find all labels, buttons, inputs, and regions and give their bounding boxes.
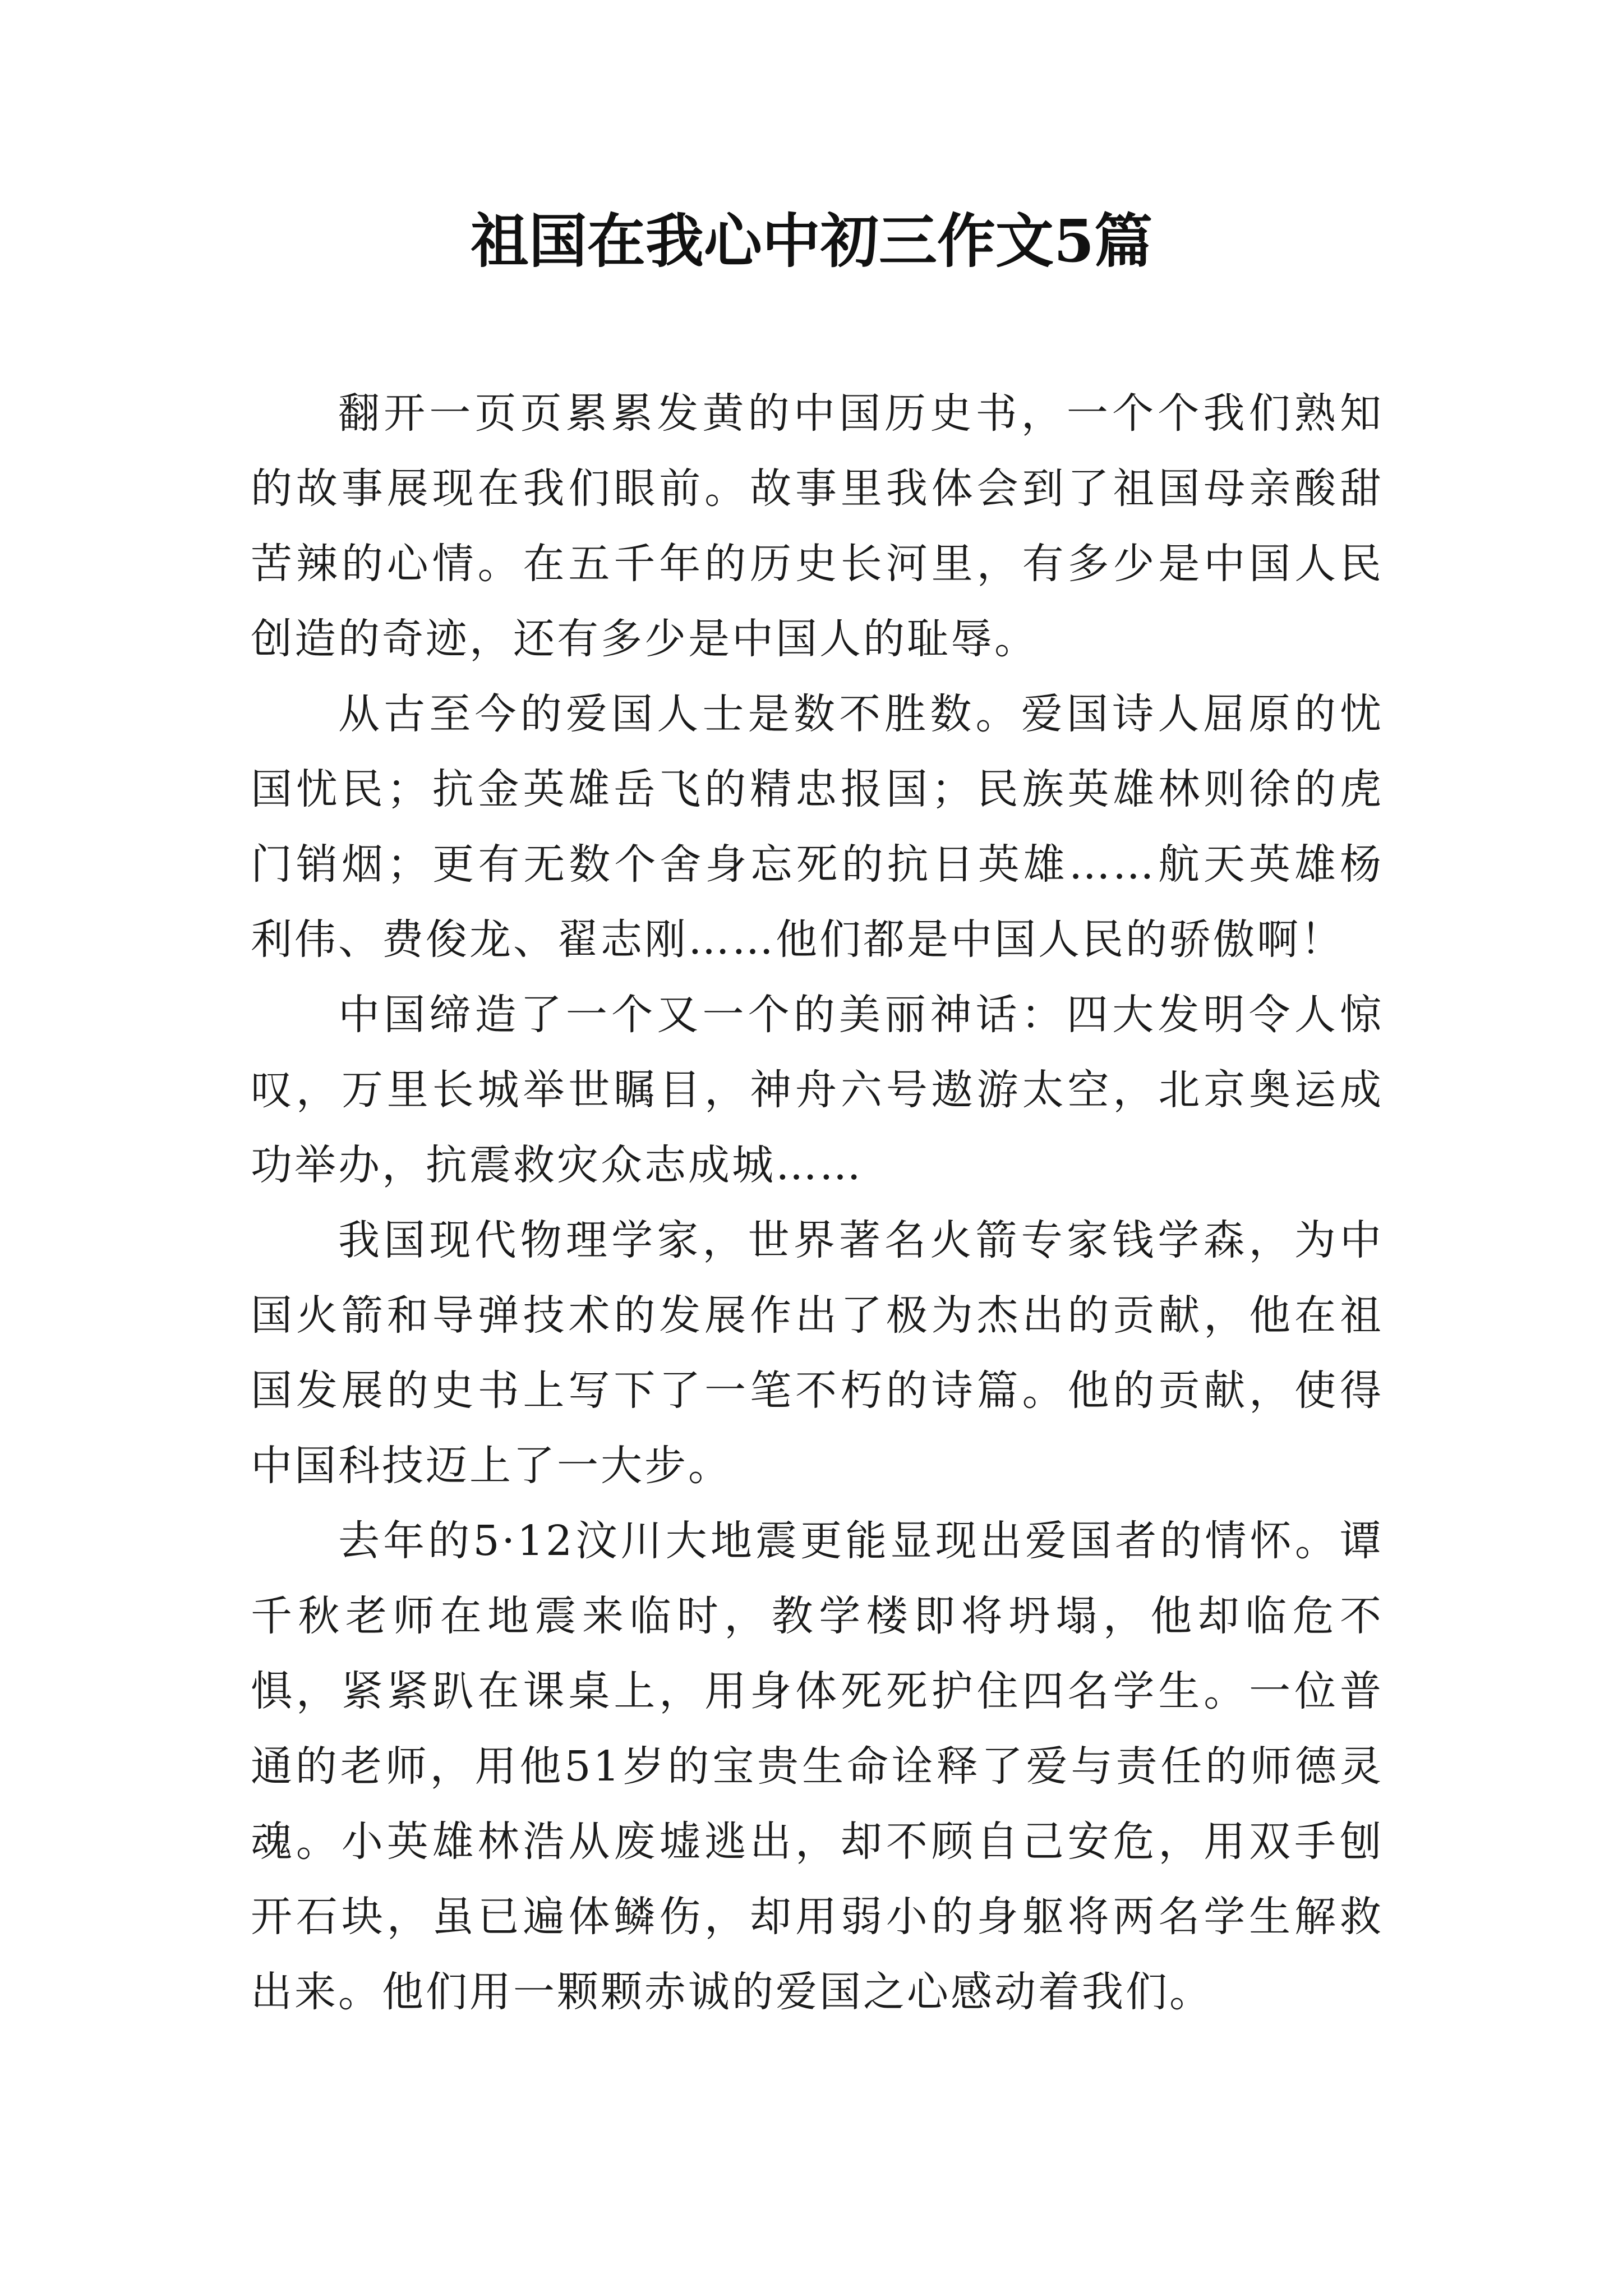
document-body xyxy=(251,376,1384,2030)
document-title: 祖国在我心中初三作文5篇 xyxy=(470,206,1153,275)
paragraph-3: 中国缔造了一个又一个的美丽神话：四大发明令人惊叹，万里长城举世瞩目，神舟六号遨游太空，北京奥运成功举办，抗震救灾众志成城…… xyxy=(251,991,1384,1189)
paragraph-4: 我国现代物理学家，世界著名火箭专家钱学森，为中国火箭和导弹技术的发展作出了极为杰出的贡献，他在祖国发展的史书上写下了一笔不朽的诗篇。他的贡献，使得中国科技迈上了一大步。 xyxy=(251,1216,1384,1490)
paragraph-1: 翻开一页页累累发黄的中国历史书，一个个我们熟知的故事展现在我们眼前。故事里我体会到了祖国母亲酸甜苦辣的心情。在五千年的历史长河里，有多少是中国人民创造的奇迹，还有多少是中国人的耻辱。 xyxy=(251,389,1384,663)
paragraph-2: 从古至今的爱国人士是数不胜数。爱国诗人屈原的忧国忧民；抗金英雄岳飞的精忠报国；民族英雄林则徐的虎门销烟；更有无数个舍身忘死的抗日英雄……航天英雄杨利伟、费俊龙、翟志刚……他们都是中国人民的骄傲啊！ xyxy=(251,690,1384,964)
paragraph-5: 去年的5·12汶川大地震更能显现出爱国者的情怀。谭千秋老师在地震来临时，教学楼即将坍塌，他却临危不惧，紧紧趴在课桌上，用身体死死护住四名学生。一位普通的老师，用他51岁的宝贵生命诠释了爱与责任的师德灵魂。小英雄林浩从废墟逃出，却不顾自己安危，用双手刨开石块，虽已遍体鳞伤，却用弱小的身躯将两名学生解救出来。他们用一颗颗赤诚的爱国之心感动着我们。 xyxy=(251,1517,1384,2016)
